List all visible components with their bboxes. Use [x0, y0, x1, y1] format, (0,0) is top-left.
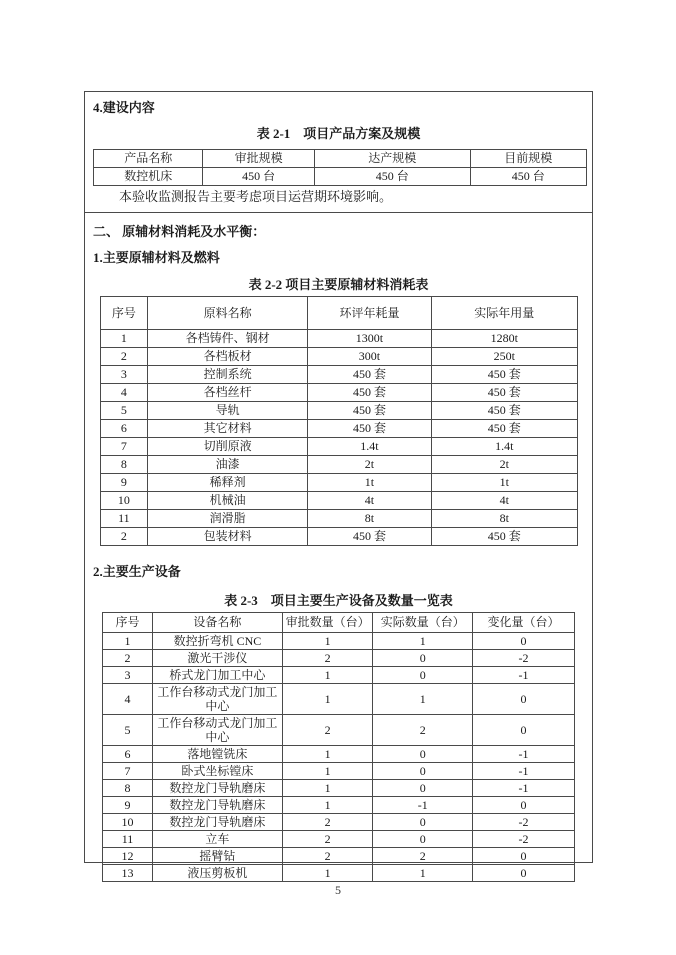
table-cell: 450 台: [470, 168, 586, 186]
table-cell: 450 套: [307, 528, 431, 546]
note-text: 本验收监测报告主要考虑项目运营期环境影响。: [119, 189, 393, 204]
table-cell: 控制系统: [148, 366, 308, 384]
table-cell: 桥式龙门加工中心: [153, 667, 283, 684]
table-2-2-body: [100, 330, 577, 546]
table-cell: 卧式坐标镗床: [153, 763, 283, 780]
table-cell: 1: [282, 865, 373, 882]
column-header: 序号: [100, 297, 148, 330]
table-cell: 8: [100, 456, 148, 474]
table-cell: 4: [103, 684, 153, 715]
table-cell: 1: [282, 763, 373, 780]
table-cell: 稀释剂: [148, 474, 308, 492]
table-cell: 6: [100, 420, 148, 438]
table-cell: -1: [473, 667, 575, 684]
table-cell: 0: [473, 715, 575, 746]
table-cell: 油漆: [148, 456, 308, 474]
table-2-1-header: [94, 150, 587, 168]
table-cell: 2: [373, 715, 473, 746]
table-cell: 数控机床: [94, 168, 203, 186]
subsection-equipment: 2.主要生产设备: [93, 564, 181, 579]
table-cell: 1t: [307, 474, 431, 492]
table-cell: 0: [373, 814, 473, 831]
table-2-3-caption: 表 2-3 项目主要生产设备及数量一览表: [224, 593, 453, 608]
table-cell: 300t: [307, 348, 431, 366]
table-cell: 2: [103, 650, 153, 667]
table-cell: 1: [373, 684, 473, 715]
table-cell: 0: [473, 797, 575, 814]
table-cell: -2: [473, 814, 575, 831]
column-header: 实际年用量: [431, 297, 577, 330]
table-row: [100, 456, 577, 474]
table-cell: 3: [103, 667, 153, 684]
table-cell: 摇臂钻: [153, 848, 283, 865]
table-cell: 8t: [307, 510, 431, 528]
column-header: 变化量（台）: [473, 613, 575, 633]
table-cell: 1: [282, 746, 373, 763]
table-cell: 液压剪板机: [153, 865, 283, 882]
table-cell: 1: [282, 684, 373, 715]
table-cell: 1: [103, 633, 153, 650]
table-cell: 9: [100, 474, 148, 492]
table-row: [100, 492, 577, 510]
table-cell: 1.4t: [431, 438, 577, 456]
table-cell: 450 台: [203, 168, 314, 186]
table-cell: 13: [103, 865, 153, 882]
table-cell: 2: [282, 715, 373, 746]
column-header: 原料名称: [148, 297, 308, 330]
table-cell: -2: [473, 650, 575, 667]
table-row: [103, 814, 575, 831]
table-cell: 工作台移动式龙门加工中心: [153, 684, 283, 715]
table-cell: 1: [373, 865, 473, 882]
construction-content-box: [84, 91, 593, 213]
table-cell: 8: [103, 780, 153, 797]
table-row: [100, 420, 577, 438]
table-row: [103, 797, 575, 814]
table-cell: 9: [103, 797, 153, 814]
table-cell: 机械油: [148, 492, 308, 510]
table-cell: 1280t: [431, 330, 577, 348]
table-2-1: [93, 149, 587, 186]
table-cell: -1: [473, 763, 575, 780]
table-cell: 1: [282, 667, 373, 684]
table-cell: 数控龙门导轨磨床: [153, 797, 283, 814]
table-row: [103, 715, 575, 746]
table-cell: 切削原液: [148, 438, 308, 456]
table-cell: 4t: [307, 492, 431, 510]
table-cell: 1: [282, 633, 373, 650]
table-cell: -1: [373, 797, 473, 814]
table-cell: 450 套: [307, 402, 431, 420]
table-cell: 2: [373, 848, 473, 865]
table-cell: 2t: [307, 456, 431, 474]
table-cell: 4: [100, 384, 148, 402]
column-header: 目前规模: [470, 150, 586, 168]
table-2-2: [100, 296, 578, 546]
table-row: [103, 650, 575, 667]
table-cell: 5: [103, 715, 153, 746]
table-cell: 10: [100, 492, 148, 510]
table-row: [100, 330, 577, 348]
table-cell: 1: [373, 633, 473, 650]
table-cell: 450 套: [431, 402, 577, 420]
table-cell: 立车: [153, 831, 283, 848]
table-header-row: [100, 297, 577, 330]
subsection-raw-materials: 1.主要原辅材料及燃料: [93, 250, 220, 265]
table-cell: 450 套: [307, 420, 431, 438]
materials-section-box: [84, 212, 593, 880]
table-cell: 6: [103, 746, 153, 763]
column-header: 序号: [103, 613, 153, 633]
table-cell: 0: [373, 746, 473, 763]
table-cell: 0: [473, 684, 575, 715]
column-header: 环评年耗量: [307, 297, 431, 330]
table-cell: 2: [100, 528, 148, 546]
table-cell: 2: [282, 831, 373, 848]
table-row: [103, 865, 575, 882]
table-cell: 3: [100, 366, 148, 384]
table-row: [100, 384, 577, 402]
table-cell: 12: [103, 848, 153, 865]
table-row: [103, 633, 575, 650]
table-cell: 工作台移动式龙门加工中心: [153, 715, 283, 746]
table-header-row: [94, 150, 587, 168]
table-cell: 11: [100, 510, 148, 528]
table-cell: 8t: [431, 510, 577, 528]
table-row: [100, 510, 577, 528]
table-cell: 激光干涉仪: [153, 650, 283, 667]
table-cell: -1: [473, 746, 575, 763]
table-2-2-header: [100, 297, 577, 330]
section-heading-materials: 二、 原辅材料消耗及水平衡：: [93, 224, 266, 239]
table-cell: 0: [373, 650, 473, 667]
table-cell: 0: [373, 763, 473, 780]
table-cell: 0: [473, 865, 575, 882]
table-2-1-body: [94, 168, 587, 186]
table-cell: 5: [100, 402, 148, 420]
table-cell: 11: [103, 831, 153, 848]
table-cell: 数控龙门导轨磨床: [153, 780, 283, 797]
table-row: [94, 168, 587, 186]
table-cell: 各档板材: [148, 348, 308, 366]
table-2-3-body: [103, 633, 575, 882]
table-cell: 1t: [431, 474, 577, 492]
table-cell: 1: [282, 797, 373, 814]
table-cell: 2: [282, 848, 373, 865]
table-row: [100, 474, 577, 492]
table-cell: 450 台: [314, 168, 470, 186]
table-cell: 1.4t: [307, 438, 431, 456]
table-cell: 2: [282, 650, 373, 667]
table-row: [103, 746, 575, 763]
table-row: [100, 348, 577, 366]
table-cell: 导轨: [148, 402, 308, 420]
table-cell: 450 套: [431, 384, 577, 402]
table-cell: 1300t: [307, 330, 431, 348]
table-row: [103, 780, 575, 797]
table-cell: 1: [282, 780, 373, 797]
column-header: 实际数量（台）: [373, 613, 473, 633]
table-cell: 450 套: [431, 420, 577, 438]
table-cell: 各档丝杆: [148, 384, 308, 402]
table-cell: 0: [373, 667, 473, 684]
table-2-2-caption: 表 2-2 项目主要原辅材料消耗表: [248, 277, 429, 292]
table-cell: 其它材料: [148, 420, 308, 438]
column-header: 设备名称: [153, 613, 283, 633]
table-cell: 0: [373, 831, 473, 848]
table-cell: 10: [103, 814, 153, 831]
table-cell: 数控折弯机 CNC: [153, 633, 283, 650]
table-cell: 落地镗铣床: [153, 746, 283, 763]
table-cell: 0: [373, 780, 473, 797]
table-2-1-caption: 表 2-1 项目产品方案及规模: [256, 126, 421, 141]
table-row: [100, 402, 577, 420]
table-cell: 450 套: [431, 366, 577, 384]
table-cell: 4t: [431, 492, 577, 510]
table-cell: 2t: [431, 456, 577, 474]
table-cell: -2: [473, 831, 575, 848]
table-cell: 包装材料: [148, 528, 308, 546]
table-cell: 2: [100, 348, 148, 366]
table-row: [103, 831, 575, 848]
table-cell: 250t: [431, 348, 577, 366]
table-2-3: [102, 612, 575, 882]
table-row: [103, 667, 575, 684]
column-header: 审批规模: [203, 150, 314, 168]
table-cell: 1: [100, 330, 148, 348]
column-header: 产品名称: [94, 150, 203, 168]
table-row: [103, 684, 575, 715]
table-row: [103, 763, 575, 780]
section-heading-construction: 4.建设内容: [93, 100, 155, 115]
table-cell: 450 套: [431, 528, 577, 546]
table-cell: -1: [473, 780, 575, 797]
table-cell: 2: [282, 814, 373, 831]
table-cell: 润滑脂: [148, 510, 308, 528]
table-row: [100, 528, 577, 546]
table-2-3-header: [103, 613, 575, 633]
column-header: 审批数量（台）: [282, 613, 373, 633]
table-header-row: [103, 613, 575, 633]
page-number: 5: [335, 883, 341, 897]
table-cell: 0: [473, 848, 575, 865]
table-cell: 7: [103, 763, 153, 780]
table-cell: 450 套: [307, 366, 431, 384]
table-row: [100, 366, 577, 384]
table-cell: 7: [100, 438, 148, 456]
table-row: [100, 438, 577, 456]
column-header: 达产规模: [314, 150, 470, 168]
table-cell: 0: [473, 633, 575, 650]
table-cell: 450 套: [307, 384, 431, 402]
table-cell: 数控龙门导轨磨床: [153, 814, 283, 831]
table-row: [103, 848, 575, 865]
table-cell: 各档铸件、钢材: [148, 330, 308, 348]
